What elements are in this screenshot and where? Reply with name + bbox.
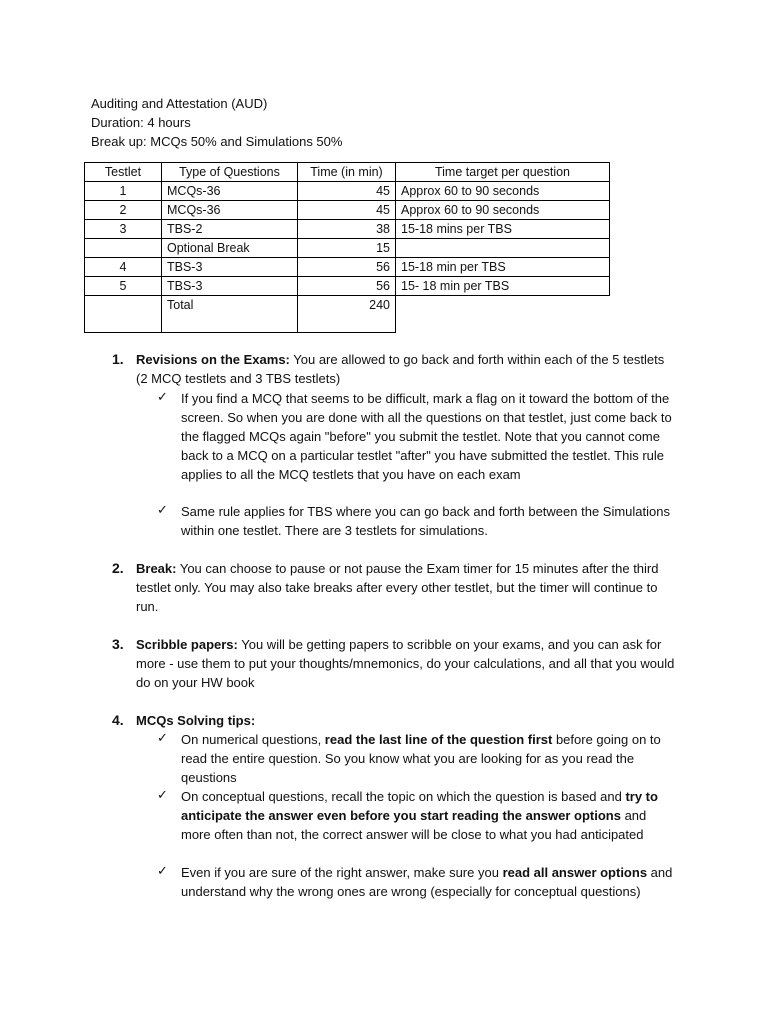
section-heading: Scribble papers: (136, 637, 238, 652)
bullet-text (181, 863, 676, 901)
section-body: You are allowed to go back and forth within each of the 5 testlets (2 MCQ testlets and 3 TBS testlets) (136, 352, 665, 386)
section-number: 4. (112, 712, 124, 728)
cell-testlet (85, 239, 162, 258)
check-icon: ✓ (157, 730, 168, 745)
table-header-row (85, 163, 610, 182)
cell-testlet (85, 296, 162, 333)
check-icon: ✓ (157, 787, 168, 802)
bullet-text: Same rule applies for TBS where you can go back and forth between the Simulations within one testlet. There are 3 testlets for simulations. (181, 504, 670, 538)
section-text (136, 559, 676, 616)
section-heading: MCQs Solving tips: (136, 713, 256, 728)
table-row-total (85, 296, 610, 333)
table-row (85, 277, 610, 296)
check-icon: ✓ (157, 863, 168, 878)
cell-testlet: 2 (85, 201, 162, 220)
bullet-text (181, 787, 676, 844)
cell-type: MCQs-36 (162, 182, 298, 201)
document-header (91, 94, 342, 151)
section-text (136, 711, 676, 730)
table-row (85, 258, 610, 277)
section-body: You can choose to pause or not pause the Exam timer for 15 minutes after the third testlet only. You may also take breaks after every other testlet, but the timer will continue to run. (136, 561, 659, 614)
cell-target: 15-18 min per TBS (396, 258, 610, 277)
cell-target (396, 296, 610, 333)
header-target: Time target per question (396, 163, 610, 182)
cell-type: TBS-3 (162, 258, 298, 277)
bullet-text: If you find a MCQ that seems to be difficult, mark a flag on it toward the bottom of the screen. So when you are done with all the questions on that testlet, just come back to the flagged MCQs again "before" you submit the testlet. Note that you cannot come back to a MCQ on a particular testlet "after" you have submitted the testlet. This rule applies to all the MCQ testlets that you have on each exam (181, 391, 672, 482)
section-heading: Break: (136, 561, 177, 576)
exam-breakup: Break up: MCQs 50% and Simulations 50% (91, 134, 343, 149)
bullet-bold: read the last line of the question first (324, 732, 553, 747)
cell-time: 38 (298, 220, 396, 239)
cell-testlet: 3 (85, 220, 162, 239)
section-body: You will be getting papers to scribble on your exams, and you can ask for more - use them to put your thoughts/mnemonics, do your calculations, and all that you would do on your HW book (136, 637, 675, 690)
header-testlet: Testlet (85, 163, 162, 182)
bullet-bold: try to anticipate the answer even before you start reading the answer options (181, 789, 658, 823)
cell-type: TBS-2 (162, 220, 298, 239)
bullet-plain: and understand why the wrong ones are wrong (especially for conceptual questions) (181, 865, 673, 899)
cell-type: MCQs-36 (162, 201, 298, 220)
bullet-plain: Even if you are sure of the right answer, make sure you (181, 865, 503, 880)
bullet-bold: read all answer options (502, 865, 648, 880)
testlet-schedule-table (84, 162, 610, 333)
cell-target (396, 239, 610, 258)
cell-target: 15-18 mins per TBS (396, 220, 610, 239)
section-heading: Revisions on the Exams: (136, 352, 290, 367)
table-row-break (85, 239, 610, 258)
cell-time: 15 (298, 239, 396, 258)
bullet-plain: before going on to read the entire question. So you know what you are looking for as you read the qeustions (181, 732, 661, 785)
cell-target: Approx 60 to 90 seconds (396, 201, 610, 220)
check-icon: ✓ (157, 389, 168, 404)
table-row (85, 201, 610, 220)
bullet-plain: and more often than not, the correct answer will be close to what you had anticipated (181, 808, 647, 842)
exam-duration: Duration: 4 hours (91, 115, 191, 130)
cell-target: 15- 18 min per TBS (396, 277, 610, 296)
cell-type: Optional Break (162, 239, 298, 258)
cell-time: 56 (298, 258, 396, 277)
table-row (85, 220, 610, 239)
check-icon: ✓ (157, 502, 168, 517)
cell-time: 56 (298, 277, 396, 296)
section-text (136, 635, 676, 692)
cell-target: Approx 60 to 90 seconds (396, 182, 610, 201)
section-number: 1. (112, 351, 124, 367)
header-type: Type of Questions (162, 163, 298, 182)
cell-testlet: 4 (85, 258, 162, 277)
bullet-plain: On numerical questions, (181, 732, 325, 747)
cell-testlet: 1 (85, 182, 162, 201)
cell-type: TBS-3 (162, 277, 298, 296)
section-number: 3. (112, 636, 124, 652)
cell-time: 45 (298, 201, 396, 220)
table-row (85, 182, 610, 201)
exam-title: Auditing and Attestation (AUD) (91, 96, 268, 111)
cell-time: 45 (298, 182, 396, 201)
cell-total-time: 240 (298, 296, 396, 333)
section-number: 2. (112, 560, 124, 576)
bullet-text (181, 730, 676, 787)
cell-testlet: 5 (85, 277, 162, 296)
bullet-plain: On conceptual questions, recall the topic on which the question is based and (181, 789, 626, 804)
header-time: Time (in min) (298, 163, 396, 182)
section-text (136, 350, 676, 388)
cell-total-label: Total (162, 296, 298, 333)
